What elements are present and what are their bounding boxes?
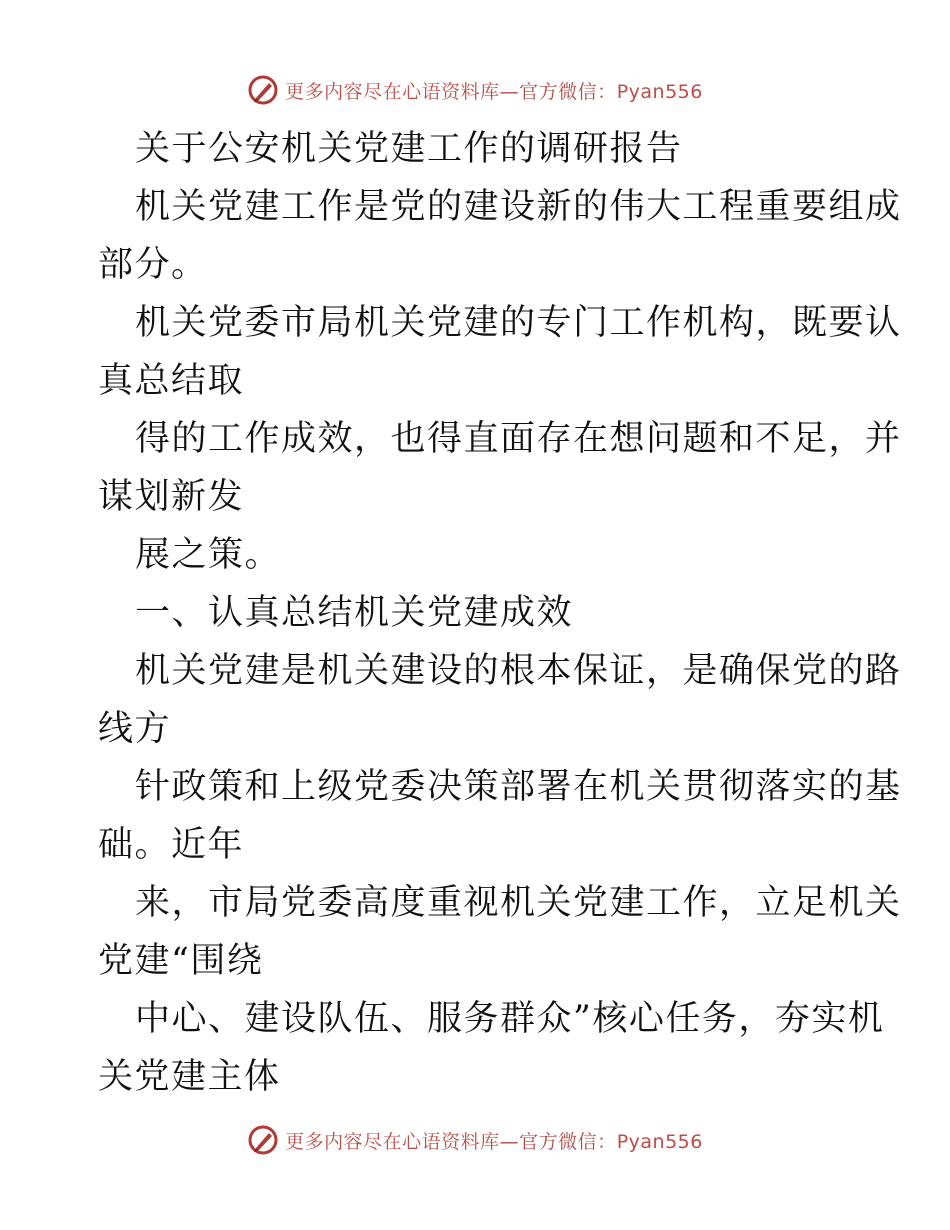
text-line: 得的工作成效，也得直面存在想问题和不足，并 xyxy=(135,419,902,459)
text-line: 础。近年 xyxy=(98,825,245,865)
pen-logo-icon xyxy=(247,74,279,106)
text-line: 部分。 xyxy=(98,245,208,285)
text-line: 谋划新发 xyxy=(98,477,245,517)
watermark-separator: — xyxy=(499,1130,520,1153)
watermark-id: Pyan556 xyxy=(616,80,703,103)
watermark-label: 官方微信： xyxy=(519,1130,617,1153)
header-watermark xyxy=(0,70,950,110)
document-body xyxy=(98,120,902,1106)
watermark-text xyxy=(285,77,703,104)
text-line: 展之策。 xyxy=(135,535,282,575)
watermark-site: 更多内容尽在心语资料库 xyxy=(285,80,500,103)
text-line: 党建“围绕 xyxy=(98,941,264,981)
watermark-label: 官方微信： xyxy=(519,80,617,103)
text-line: 来，市局党委高度重视机关党建工作，立足机关 xyxy=(135,883,902,923)
text-line: 一、认真总结机关党建成效 xyxy=(135,593,574,633)
text-line: 机关党建工作是党的建设新的伟大工程重要组成 xyxy=(135,187,902,227)
footer-watermark xyxy=(0,1120,950,1160)
text-line: 中心、建设队伍、服务群众”核心任务，夯实机 xyxy=(135,999,885,1039)
text-line: 真总结取 xyxy=(98,361,245,401)
text-line: 线方 xyxy=(98,709,172,749)
text-line: 针政策和上级党委决策部署在机关贯彻落实的基 xyxy=(135,767,902,807)
text-line: 关于公安机关党建工作的调研报告 xyxy=(135,129,683,169)
pen-logo-icon xyxy=(247,1124,279,1156)
watermark-site: 更多内容尽在心语资料库 xyxy=(285,1130,500,1153)
text-line: 机关党建是机关建设的根本保证，是确保党的路 xyxy=(135,651,902,691)
watermark-text xyxy=(285,1127,703,1154)
watermark-id: Pyan556 xyxy=(616,1130,703,1153)
text-line: 关党建主体 xyxy=(98,1057,281,1097)
watermark-separator: — xyxy=(499,80,520,103)
text-line: 机关党委市局机关党建的专门工作机构，既要认 xyxy=(135,303,902,343)
